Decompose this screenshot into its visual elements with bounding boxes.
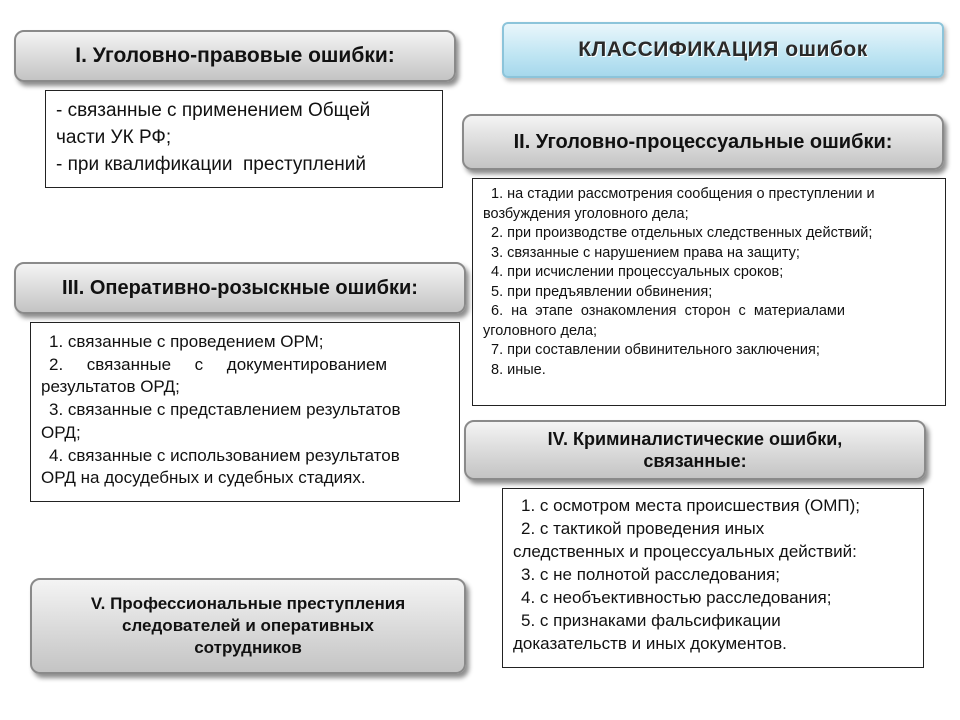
section-1-line: - связанные с применением Общей [56, 100, 371, 121]
section-5-header [30, 578, 466, 674]
section-2-line: возбуждения уголовного дела; [483, 205, 689, 222]
section-3-line: 1. связанные с проведением ОРМ; [49, 332, 324, 351]
classification-title-text: КЛАССИФИКАЦИЯ ошибок [578, 38, 868, 61]
section-3-line: ОРД на досудебных и судебных стадиях. [41, 468, 366, 488]
section-1-line: части УК РФ; [56, 127, 172, 148]
section-3-header [14, 262, 466, 314]
section-5-header-line: следователей и оперативных [122, 616, 374, 635]
section-2-line: 4. при исчислении процессуальных сроков; [491, 264, 784, 280]
section-3-line: результатов ОРД; [41, 377, 180, 397]
section-4-line: доказательств и иных документов. [513, 634, 787, 653]
section-2-content [472, 178, 946, 406]
section-3-line: 4. связанные с использованием результатов [49, 445, 400, 465]
section-2-line: 2. при производстве отдельных следственных действий; [491, 225, 873, 241]
section-4-header-line: IV. Криминалистические ошибки, [547, 429, 843, 449]
section-4-header-line: связанные: [643, 451, 747, 471]
section-4-content [502, 488, 924, 668]
section-3-header-text: III. Оперативно-розыскные ошибки: [62, 276, 418, 299]
section-2-line: 7. при составлении обвинительного заключения; [491, 342, 820, 358]
section-2-line: уголовного дела; [483, 322, 598, 339]
section-4-line: 5. с признаками фальсификации [521, 611, 781, 630]
section-2-line: 3. связанные с нарушением права на защиту; [491, 244, 800, 261]
section-2-line: 6. на этапе ознакомления сторон с материалами [491, 303, 845, 319]
classification-title [502, 22, 944, 78]
section-1-content [45, 90, 443, 188]
section-2-header-text: II. Уголовно-процессуальные ошибки: [513, 130, 893, 153]
section-3-line: 3. связанные с представлением результатов [49, 400, 401, 420]
section-2-header [462, 114, 944, 170]
section-1-header-text: I. Уголовно-правовые ошибки: [75, 44, 395, 67]
section-2-line: 5. при предъявлении обвинения; [491, 283, 713, 300]
section-5-header-line: сотрудников [194, 638, 302, 657]
section-4-line: 2. с тактикой проведения иных [521, 519, 765, 538]
section-2-line: 8. иные. [491, 361, 546, 378]
section-1-line: - при квалификации преступлений [56, 154, 367, 175]
section-3-content [30, 322, 460, 502]
section-4-line: следственных и процессуальных действий: [513, 542, 857, 561]
section-4-header [464, 420, 926, 480]
section-4-line: 1. с осмотром места происшествия (ОМП); [521, 496, 860, 515]
section-4-line: 3. с не полнотой расследования; [521, 565, 781, 584]
section-4-line: 4. с необъективностью расследования; [521, 588, 832, 607]
section-2-line: 1. на стадии рассмотрения сообщения о преступлении и [491, 186, 875, 202]
section-3-line: ОРД; [41, 422, 81, 442]
section-1-header [14, 30, 456, 82]
section-5-header-line: V. Профессиональные преступления [90, 594, 406, 613]
section-3-line: 2. связанные с документированием [49, 354, 388, 374]
